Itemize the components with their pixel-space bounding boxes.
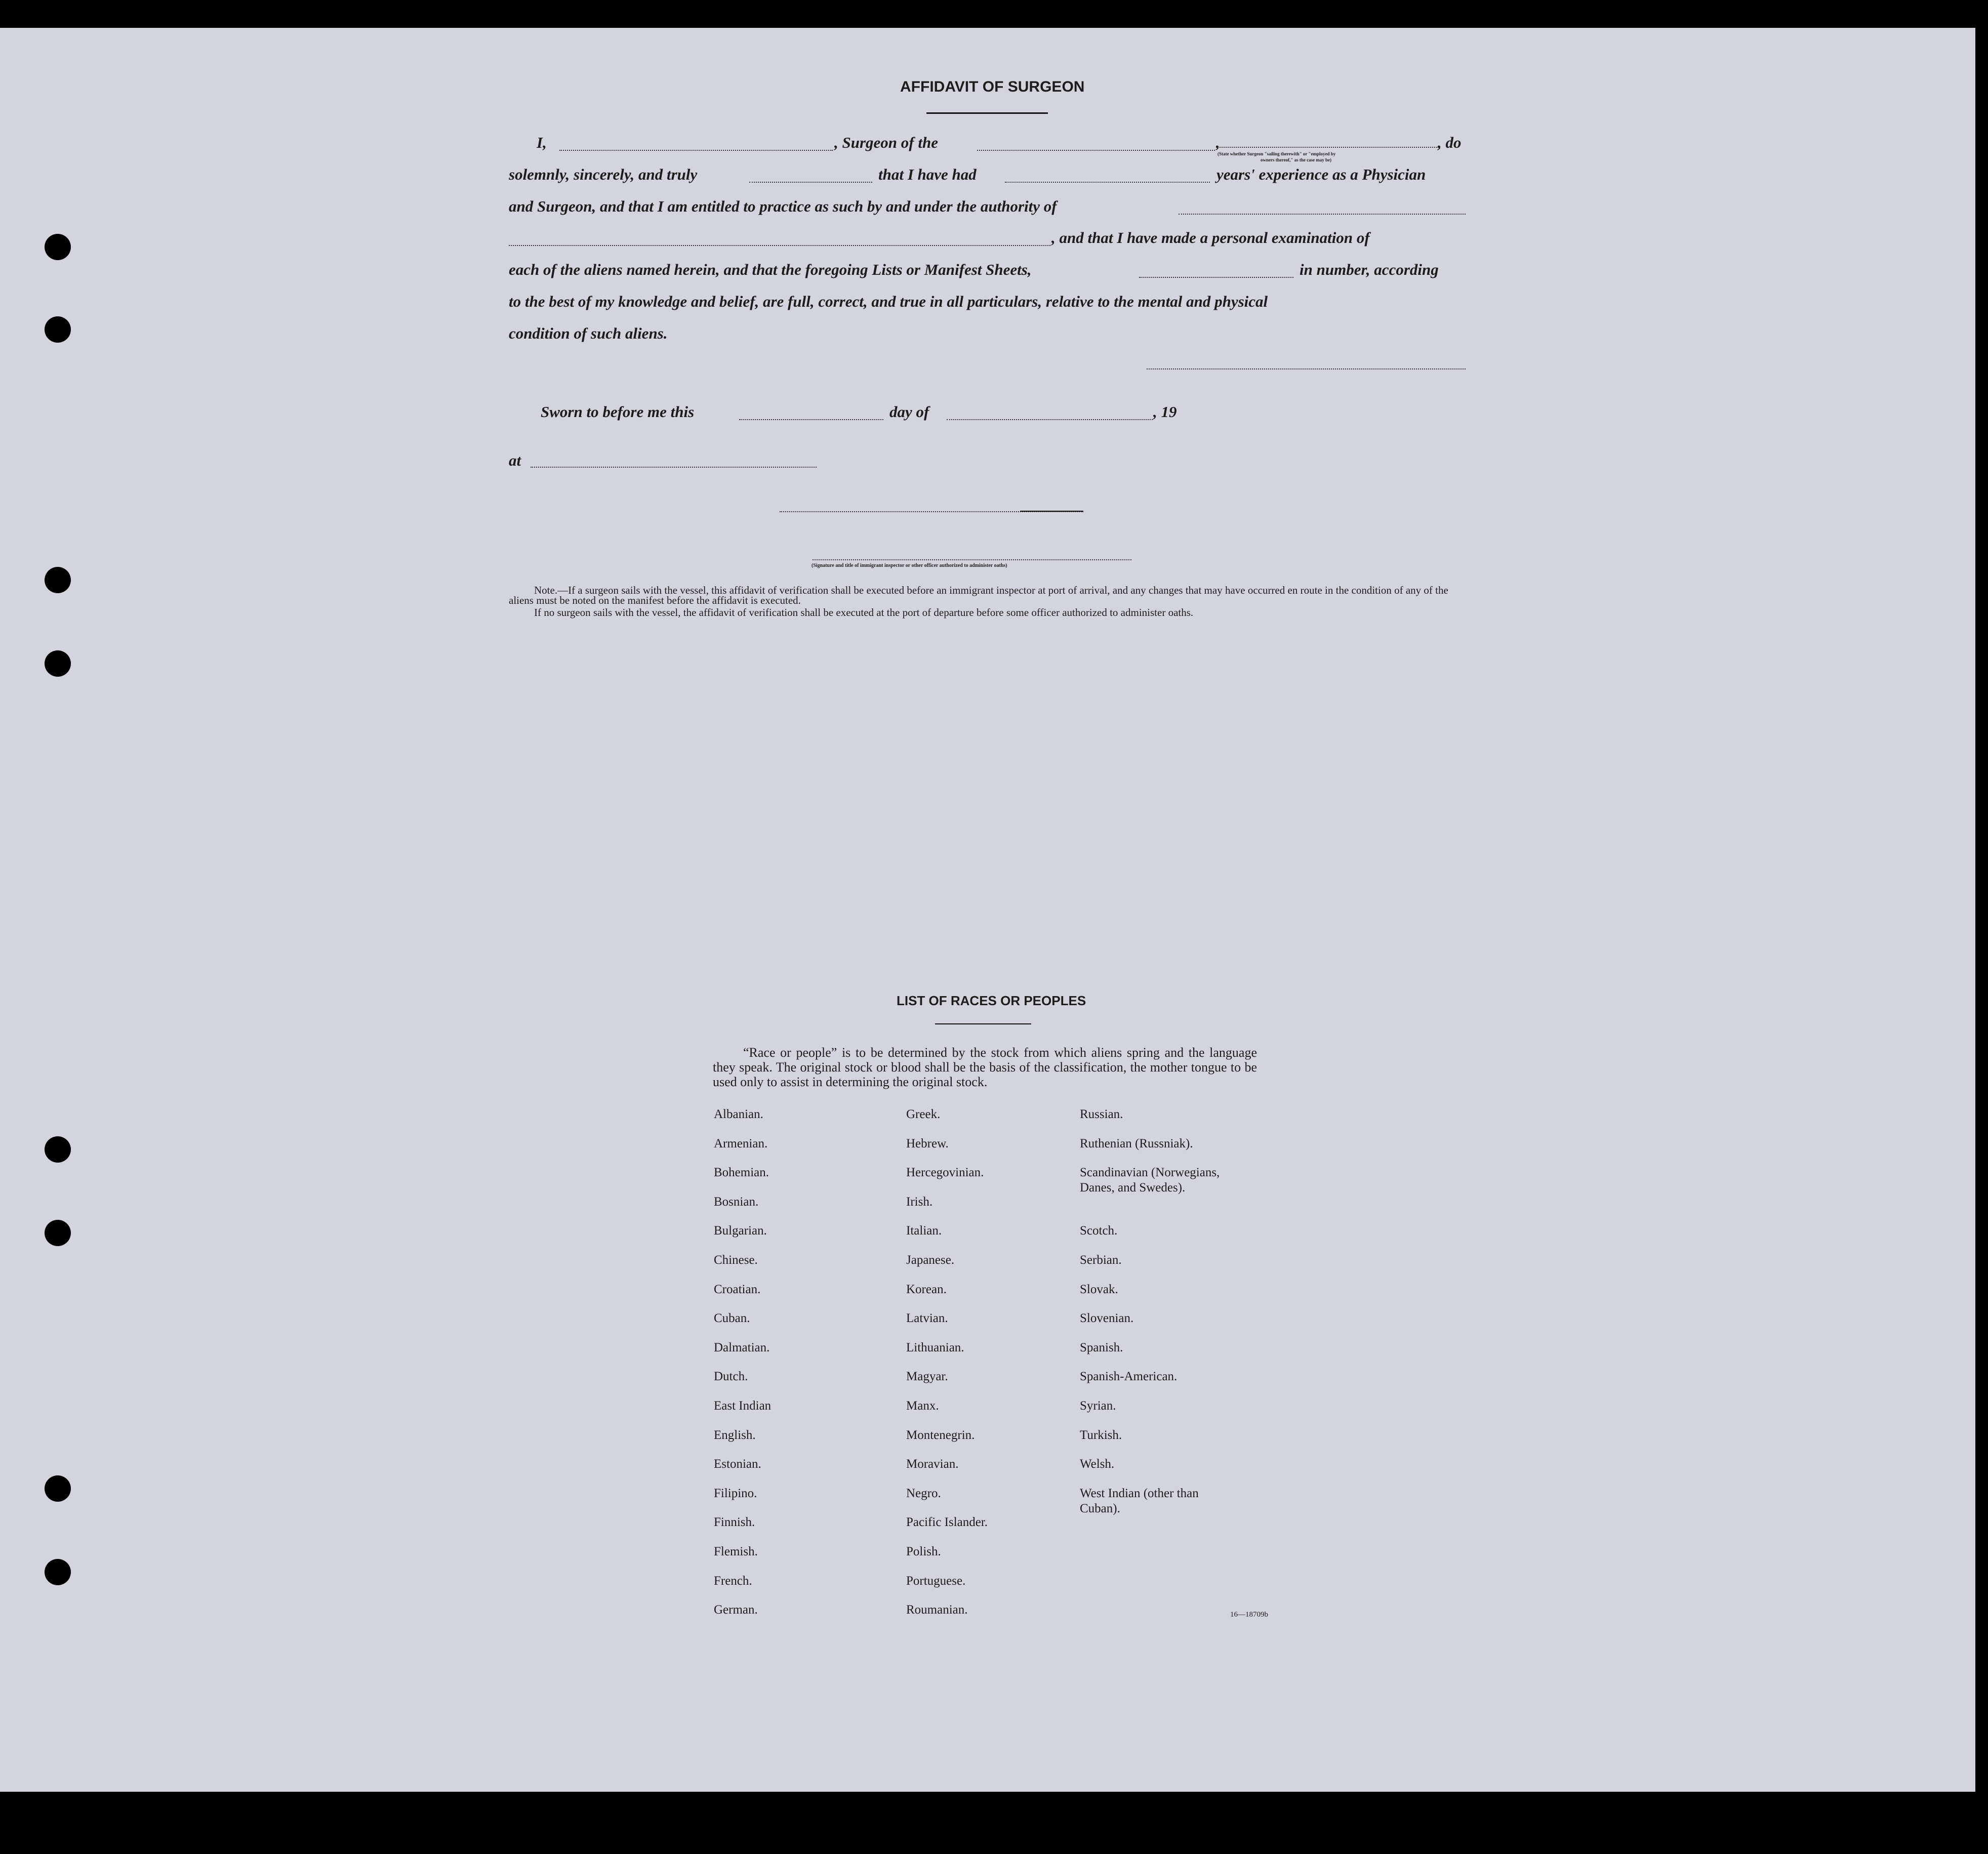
affidavit-line5-start: each of the aliens named herein, and that the foregoing Lists or Manifest Sheets, [509, 261, 1032, 278]
blank-years[interactable] [1005, 182, 1210, 183]
race-item: West Indian (other than [1080, 1486, 1199, 1500]
race-item: Polish. [906, 1545, 941, 1558]
sworn-start: Sworn to before me this [541, 403, 695, 421]
sworn-year: , 19 [1153, 403, 1177, 421]
race-item: Bulgarian. [714, 1224, 767, 1238]
race-item: Danes, and Swedes). [1080, 1181, 1186, 1195]
race-item: Hebrew. [906, 1136, 949, 1150]
race-item: Ruthenian (Russniak). [1080, 1136, 1193, 1150]
affidavit-line3: and Surgeon, and that I am entitled to practice as such by and under the authority of [509, 197, 1057, 215]
punch-hole [45, 650, 71, 677]
race-item: Moravian. [906, 1457, 959, 1471]
punch-hole [45, 1136, 71, 1163]
race-item: Syrian. [1080, 1399, 1116, 1413]
punch-hole [45, 1220, 71, 1246]
affidavit-line2-start: solemnly, sincerely, and truly [509, 166, 698, 183]
race-item: East Indian [714, 1399, 772, 1413]
race-item: Spanish-American. [1080, 1370, 1178, 1384]
race-item: Cuban. [714, 1311, 750, 1326]
blank-truly[interactable] [749, 182, 872, 183]
race-item: Croatian. [714, 1282, 761, 1296]
race-item: Portuguese. [906, 1574, 966, 1588]
blank-vessel-name[interactable] [977, 150, 1215, 151]
race-item: Scandinavian (Norwegians, [1080, 1166, 1220, 1180]
affidavit-line1-comma: , [1216, 134, 1220, 151]
signature-caption: (Signature and title of immigrant inspector or other officer authorized to administer oaths) [812, 563, 1007, 568]
officer-signature-solid [1020, 511, 1083, 512]
blank-at-place[interactable] [531, 467, 817, 468]
race-item: French. [714, 1574, 752, 1588]
affidavit-line5-end: in number, according [1300, 261, 1439, 278]
race-item: Korean. [906, 1282, 947, 1296]
race-item: Cuban). [1080, 1501, 1120, 1515]
race-item: German. [714, 1603, 758, 1617]
affidavit-note-1: Note.—If a surgeon sails with the vessel, this affidavit of verification shall be executed before an immigrant inspector at port of arrival, and any changes that may have occurred en route in the condition of any of the aliens must be noted on the manifest before the affidavit is executed. [509, 584, 1448, 606]
affidavit-line1-surgeon: , Surgeon of the [834, 134, 938, 151]
race-item: Flemish. [714, 1545, 758, 1558]
race-item: Slovak. [1080, 1282, 1118, 1296]
affidavit-line1-i: I, [537, 134, 547, 151]
race-item: Negro. [906, 1486, 941, 1500]
affidavit-line6: to the best of my knowledge and belief, are full, correct, and true in all particulars, relative to the mental and physical [509, 293, 1268, 310]
punch-hole [45, 567, 71, 593]
form-number: 16—18709b [1230, 1611, 1268, 1619]
races-title: LIST OF RACES OR PEOPLES [897, 993, 1086, 1008]
race-item: Filipino. [714, 1486, 757, 1500]
race-item: Dutch. [714, 1370, 748, 1384]
punch-hole [45, 316, 71, 343]
race-item: Roumanian. [906, 1603, 968, 1617]
race-item: Finnish. [714, 1515, 755, 1530]
race-item: Manx. [906, 1399, 939, 1413]
races-intro: “Race or people” is to be determined by the stock from which aliens spring and the language they speak. The original stock or blood shall be the basis of the classification, the mother tongue to be used only to assist in determining the original stock. [713, 1045, 1257, 1089]
race-item: Latvian. [906, 1311, 948, 1326]
race-item: Japanese. [906, 1253, 955, 1267]
blank-sheet-count[interactable] [1139, 277, 1293, 278]
race-item: Serbian. [1080, 1253, 1122, 1267]
race-item: Lithuanian. [906, 1340, 964, 1354]
punch-hole [45, 1559, 71, 1585]
race-item: Armenian. [714, 1136, 768, 1150]
state-whether-note-1: (State whether Surgeon "sailing therewith" or "employed by [1218, 151, 1336, 156]
blank-authority-continued[interactable] [509, 245, 1050, 246]
race-item: Spanish. [1080, 1340, 1123, 1354]
officer-title-line[interactable] [813, 559, 1131, 560]
race-item: Welsh. [1080, 1457, 1115, 1471]
affidavit-note-2: If no surgeon sails with the vessel, the affidavit of verification shall be executed at the port of departure before some officer authorized to administer oaths. [534, 606, 1194, 619]
affidavit-line4: , and that I have made a personal examination of [1051, 229, 1370, 246]
affidavit-title: AFFIDAVIT OF SURGEON [900, 78, 1085, 95]
race-item: Chinese. [714, 1253, 758, 1267]
race-item: Montenegrin. [906, 1428, 975, 1442]
race-item: Scotch. [1080, 1224, 1118, 1238]
punch-hole [45, 234, 71, 260]
race-item: Irish. [906, 1194, 933, 1209]
at-label: at [509, 451, 521, 469]
surgeon-signature-line[interactable] [1147, 368, 1466, 369]
race-item: Estonian. [714, 1457, 761, 1471]
race-item: Greek. [906, 1107, 941, 1121]
race-item: Slovenian. [1080, 1311, 1134, 1326]
race-item: Italian. [906, 1224, 942, 1238]
blank-authority[interactable] [1179, 214, 1466, 215]
blank-sworn-month[interactable] [947, 419, 1153, 420]
race-item: Pacific Islander. [906, 1515, 988, 1530]
blank-surgeon-status[interactable] [1216, 147, 1439, 148]
races-title-rule [935, 1023, 1031, 1024]
punch-hole [45, 1475, 71, 1502]
blank-sworn-day[interactable] [739, 419, 883, 420]
race-item: Turkish. [1080, 1428, 1122, 1442]
affidavit-line7: condition of such aliens. [509, 324, 668, 342]
race-item: Bohemian. [714, 1166, 769, 1180]
race-item: English. [714, 1428, 756, 1442]
blank-surgeon-name[interactable] [559, 150, 833, 151]
sworn-day-of: day of [889, 403, 929, 421]
race-item: Dalmatian. [714, 1340, 770, 1354]
affidavit-line2-end: years' experience as a Physician [1216, 166, 1426, 183]
race-item: Magyar. [906, 1370, 948, 1384]
race-item: Hercegovinian. [906, 1166, 984, 1180]
race-item: Bosnian. [714, 1194, 759, 1209]
affidavit-line1-do: , do [1438, 134, 1462, 151]
race-item: Russian. [1080, 1107, 1123, 1121]
state-whether-note-2: owners thereof," as the case may be) [1261, 157, 1332, 162]
affidavit-line2-mid: that I have had [878, 166, 977, 183]
title-rule [926, 112, 1048, 114]
race-item: Albanian. [714, 1107, 763, 1121]
